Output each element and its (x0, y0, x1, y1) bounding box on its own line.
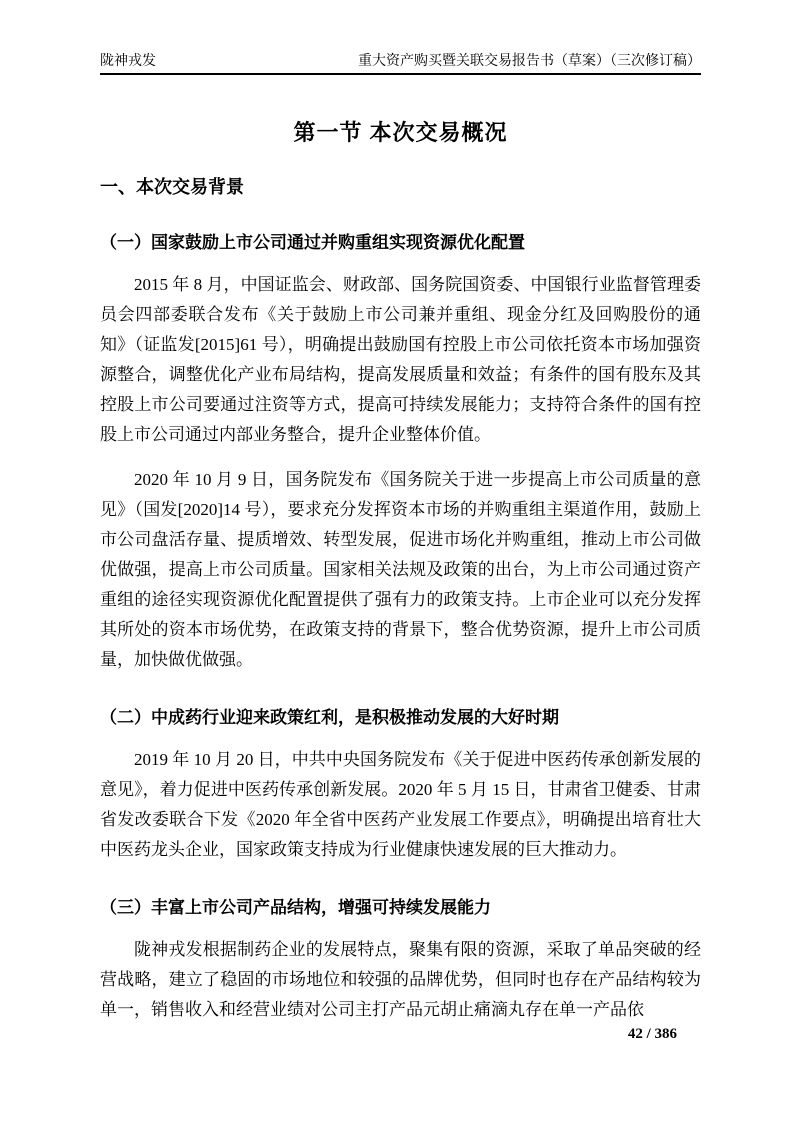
section-heading-background: 一、本次交易背景 (100, 177, 244, 197)
paragraph: 陇神戎发根据制药企业的发展特点，聚集有限的资源，采取了单品突破的经营战略，建立了稳固的市场地位和较强的品牌优势，但同时也存在产品结构较为单一，销售收入和经营业绩对公司主打产品元胡止痛滴丸存在单一产品依 (100, 940, 701, 1019)
header-report-title: 重大资产购买暨关联交易报告书（草案）（三次修订稿） (358, 54, 701, 69)
paragraph: 2019 年 10 月 20 日，中共中央国务院发布《关于促进中医药传承创新发展的意见》，着力促进中医药传承创新发展。2020 年 5 月 15 日，甘肃省卫健委、甘肃省发改委联合下发《2020 年全省中医药产业发展工作要点》，明确提出培育壮大中医药龙头企业，国家政策支持成为行业健康快速发展的巨大推动力。 (100, 750, 701, 859)
header-company-name: 陇神戎发 (100, 54, 156, 69)
paragraph: 2015 年 8 月，中国证监会、财政部、国务院国资委、中国银行业监督管理委员会四部委联合发布《关于鼓励上市公司兼并重组、现金分红及回购股份的通知》（证监发[2015]61 号），明确提出鼓励国有控股上市公司依托资本市场加强资源整合，调整优化产业布局结构，提高发展质量和效益；有条件的国有股东及其控股上市公司要通过注资等方式，提高可持续发展能力；支持符合条件的国有控股上市公司通过内部业务整合，提升企业整体价值。 (100, 275, 701, 444)
page-number: 42 / 386 (627, 1026, 677, 1042)
subsection-heading-3: （三）丰富上市公司产品结构，增强可持续发展能力 (100, 898, 491, 917)
chapter-title: 第一节 本次交易概况 (293, 120, 508, 145)
subsection-heading-2: （二）中成药行业迎来政策红利，是积极推动发展的大好时期 (100, 708, 559, 727)
paragraph: 2020 年 10 月 9 日，国务院发布《国务院关于进一步提高上市公司质量的意见》（国发[2020]14 号），要求充分发挥资本市场的并购重组主渠道作用，鼓励上市公司盘活存量、提质增效、转型发展，促进市场化并购重组，推动上市公司做优做强，提高上市公司质量。国家相关法规及政策的出台，为上市公司通过资产重组的途径实现资源优化配置提供了强有力的政策支持。上市企业可以充分发挥其所处的资本市场优势，在政策支持的背景下，整合优势资源，提升上市公司质量，加快做优做强。 (100, 470, 701, 669)
subsection-heading-1: （一）国家鼓励上市公司通过并购重组实现资源优化配置 (100, 233, 525, 252)
page-content (100, 105, 701, 1025)
page-header (100, 50, 701, 75)
